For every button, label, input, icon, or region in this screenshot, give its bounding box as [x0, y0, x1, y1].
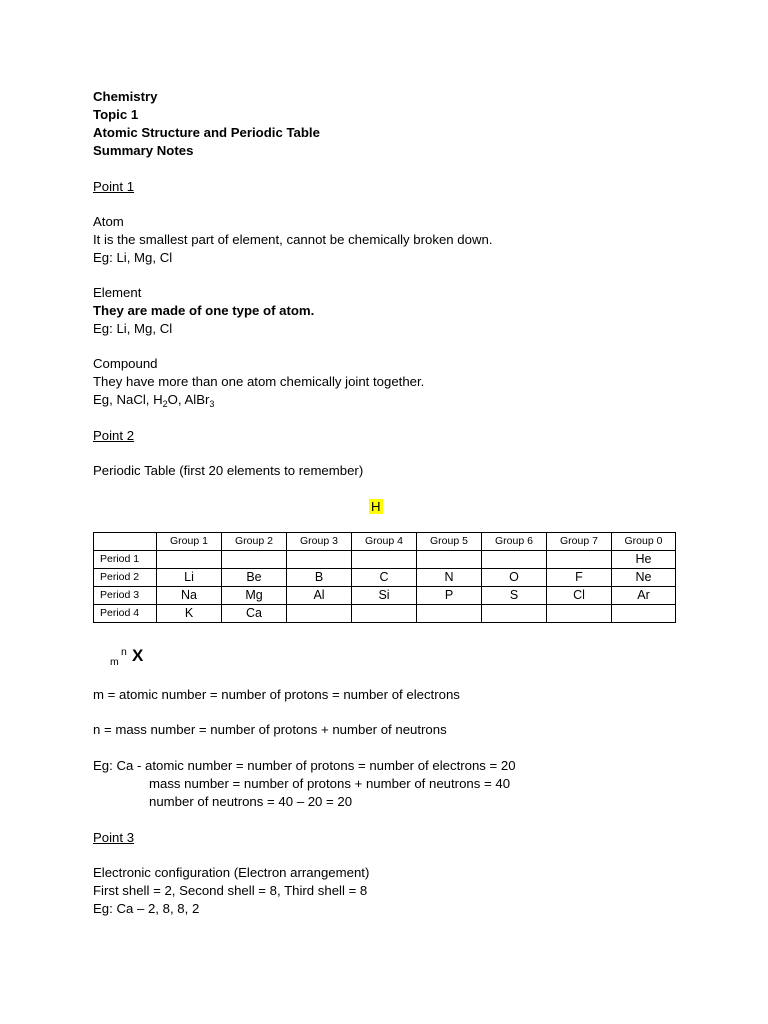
- element-term: Element: [93, 285, 142, 300]
- mass-number-definition: n = mass number = number of protons + number of neutrons: [93, 722, 447, 737]
- table-cell: Li: [157, 569, 222, 587]
- table-cell: Si: [352, 587, 417, 605]
- period-label: Period 3: [94, 587, 157, 605]
- periodic-table-intro: Periodic Table (first 20 elements to remember): [93, 463, 364, 478]
- element-definition: They are made of one type of atom.: [93, 303, 315, 318]
- topic-heading: Topic 1: [93, 107, 139, 122]
- table-cell: N: [417, 569, 482, 587]
- compound-term: Compound: [93, 356, 158, 371]
- calcium-example-line-1: Eg: Ca - atomic number = number of protons = number of electrons = 20: [93, 758, 516, 773]
- compound-example: [93, 391, 214, 409]
- periodic-table: [93, 532, 676, 623]
- point2-heading: Point 2: [93, 428, 135, 443]
- table-cell: F: [547, 569, 612, 587]
- table-header-cell: Group 3: [287, 533, 352, 551]
- table-cell: He: [612, 551, 676, 569]
- document-subtitle: Summary Notes: [93, 143, 194, 158]
- table-cell: Mg: [222, 587, 287, 605]
- period-label: Period 4: [94, 605, 157, 623]
- nuclide-upper-index: n: [121, 646, 127, 658]
- table-cell: S: [482, 587, 547, 605]
- document-title: Atomic Structure and Periodic Table: [93, 125, 320, 140]
- table-row: [94, 569, 676, 587]
- table-cell: [222, 551, 287, 569]
- table-cell: [287, 551, 352, 569]
- atom-term: Atom: [93, 214, 124, 229]
- table-header-cell: Group 5: [417, 533, 482, 551]
- table-header-corner: [94, 533, 157, 551]
- table-cell: [417, 605, 482, 623]
- table-cell: Be: [222, 569, 287, 587]
- table-cell: K: [157, 605, 222, 623]
- compound-example-subscript-2: 3: [209, 399, 215, 409]
- calcium-example-line-3: number of neutrons = 40 – 20 = 20: [149, 794, 353, 809]
- table-header-cell: Group 0: [612, 533, 676, 551]
- period-label: Period 1: [94, 551, 157, 569]
- atom-example: Eg: Li, Mg, Cl: [93, 250, 173, 265]
- point1-heading: Point 1: [93, 179, 135, 194]
- shell-capacities: First shell = 2, Second shell = 8, Third shell = 8: [93, 883, 368, 898]
- table-header-cell: Group 4: [352, 533, 417, 551]
- compound-example-mid: O, AlBr: [167, 392, 210, 407]
- table-cell: [482, 551, 547, 569]
- table-cell: [352, 551, 417, 569]
- calcium-configuration-example: Eg: Ca – 2, 8, 8, 2: [93, 901, 200, 916]
- nuclide-lower-index: m: [110, 656, 119, 668]
- table-cell: O: [482, 569, 547, 587]
- table-cell: Ne: [612, 569, 676, 587]
- table-cell: P: [417, 587, 482, 605]
- table-header-cell: Group 2: [222, 533, 287, 551]
- table-header-cell: Group 7: [547, 533, 612, 551]
- table-cell: [417, 551, 482, 569]
- table-row: [94, 587, 676, 605]
- subject-heading: Chemistry: [93, 89, 158, 104]
- table-row: [94, 605, 676, 623]
- table-cell: Ar: [612, 587, 676, 605]
- compound-example-subscript-1: 2: [162, 399, 168, 409]
- table-header-cell: Group 6: [482, 533, 547, 551]
- table-cell: C: [352, 569, 417, 587]
- compound-definition: They have more than one atom chemically joint together.: [93, 374, 425, 389]
- hydrogen-highlight: H: [371, 499, 381, 514]
- nuclide-symbol: X: [132, 646, 144, 665]
- compound-example-prefix: Eg, NaCl, H: [93, 392, 163, 407]
- table-cell: [547, 551, 612, 569]
- hydrogen-label: [369, 498, 383, 516]
- point3-heading: Point 3: [93, 830, 135, 845]
- element-example: Eg: Li, Mg, Cl: [93, 321, 173, 336]
- table-cell: [612, 605, 676, 623]
- table-cell: Cl: [547, 587, 612, 605]
- atom-definition: It is the smallest part of element, cannot be chemically broken down.: [93, 232, 493, 247]
- period-label: Period 2: [94, 569, 157, 587]
- electronic-configuration-title: Electronic configuration (Electron arrangement): [93, 865, 370, 880]
- table-header-cell: Group 1: [157, 533, 222, 551]
- table-cell: [157, 551, 222, 569]
- calcium-example-line-2: mass number = number of protons + number of neutrons = 40: [149, 776, 511, 791]
- table-cell: [547, 605, 612, 623]
- atomic-number-definition: m = atomic number = number of protons = number of electrons: [93, 687, 460, 702]
- table-cell: Al: [287, 587, 352, 605]
- table-cell: [482, 605, 547, 623]
- table-cell: B: [287, 569, 352, 587]
- table-cell: [352, 605, 417, 623]
- table-cell: Ca: [222, 605, 287, 623]
- table-row: [94, 551, 676, 569]
- table-cell: Na: [157, 587, 222, 605]
- table-cell: [287, 605, 352, 623]
- table-header-row: [94, 533, 676, 551]
